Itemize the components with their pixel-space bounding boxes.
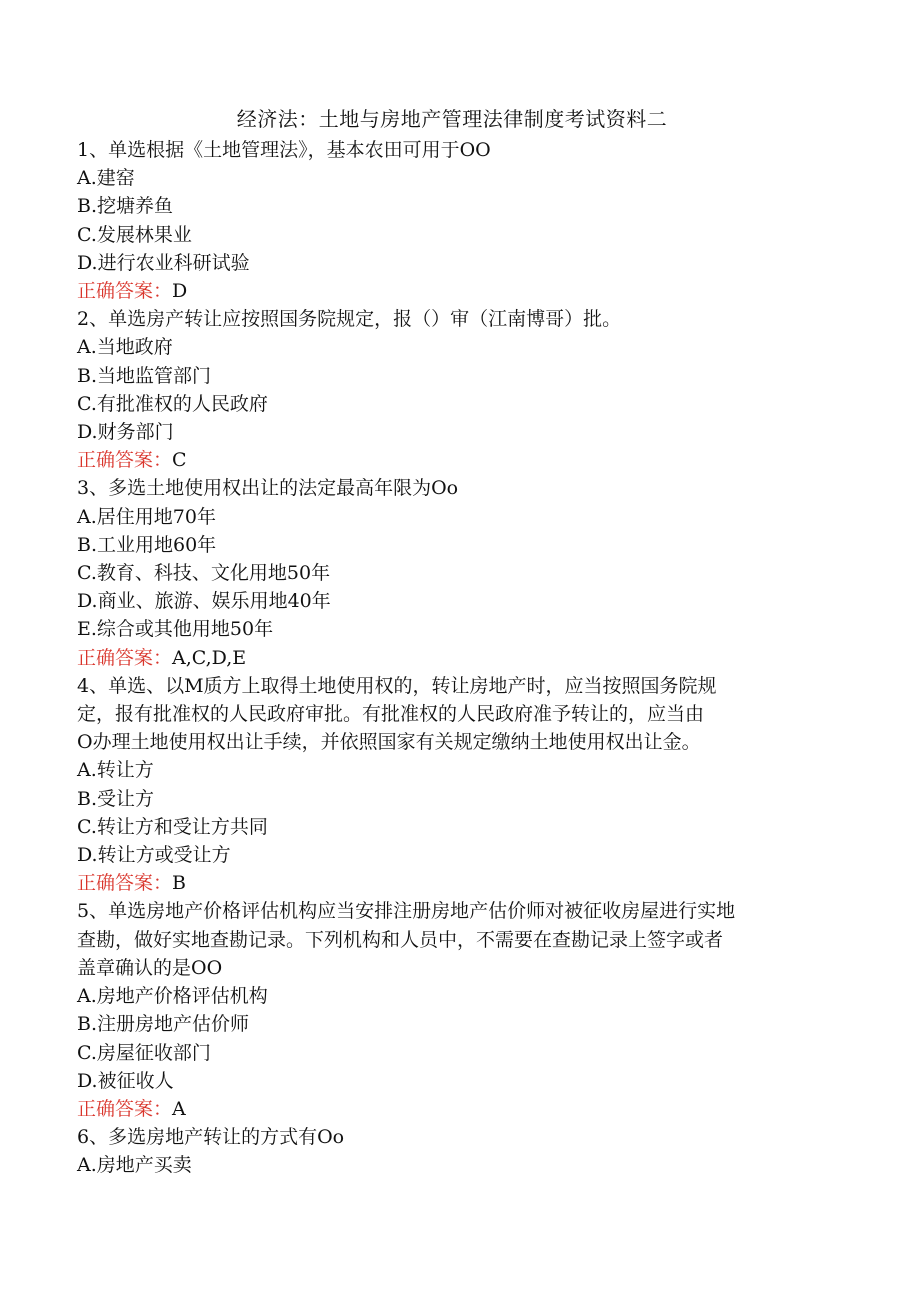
answer-value: B [172, 872, 186, 895]
option-a: A.房地产买卖 [77, 1154, 192, 1177]
option-d: D.商业、旅游、娱乐用地40年 [77, 590, 331, 613]
answer-label: 正确答案： [77, 280, 173, 303]
option-a: A.居住用地70年 [77, 505, 216, 528]
answer-value: C [172, 449, 187, 472]
document-title: 经济法：土地与房地产管理法律制度考试资料二 [236, 107, 668, 131]
question-text: 2、单选房产转让应按照国务院规定，报（）审（江南博哥）批。 [77, 308, 622, 331]
question-block [77, 305, 837, 474]
answer-label: 正确答案： [77, 449, 173, 472]
answer-value: A,C,D,E [172, 646, 247, 669]
question-text: 1、单选根据《土地管理法》，基本农田可用于OO [77, 139, 491, 161]
question-block [77, 136, 837, 305]
option-b: B.受让方 [77, 787, 155, 810]
option-c: C.转让方和受让方共同 [77, 815, 268, 838]
option-c: C.发展林果业 [77, 223, 192, 246]
answer-label: 正确答案： [77, 646, 173, 669]
option-a: A.房地产价格评估机构 [77, 985, 268, 1008]
option-b: B.挖塘养鱼 [77, 195, 174, 218]
answer-line [77, 446, 837, 474]
option-a: A.当地政府 [77, 336, 173, 359]
question-block [77, 1123, 837, 1179]
answer-label: 正确答案： [77, 1097, 173, 1120]
question-block [77, 672, 837, 898]
answer-label: 正确答案： [77, 872, 173, 895]
question-block [77, 897, 837, 1123]
question-text-line: 查勘，做好实地查勘记录。下列机构和人员中，不需要在查勘记录上签字或者 [77, 928, 724, 951]
option-c: C.有批准权的人民政府 [77, 392, 268, 415]
option-c: C.房屋征收部门 [77, 1041, 211, 1064]
option-d: D.被征收人 [77, 1069, 174, 1092]
question-block [77, 474, 837, 671]
option-d: D.财务部门 [77, 421, 174, 444]
question-text: 6、多选房地产转让的方式有Oo [77, 1126, 345, 1149]
question-text-line: 4、单选、以M质方上取得土地使用权的，转让房地产时，应当按照国务院规 [77, 674, 717, 697]
question-text-line: O办理土地使用权出让手续，并依照国家有关规定缴纳土地使用权出让金。 [77, 731, 701, 754]
answer-line [77, 277, 837, 305]
option-d: D.转让方或受让方 [77, 844, 231, 867]
answer-value: D [172, 280, 188, 303]
option-a: A.建窑 [77, 167, 135, 190]
question-text-line: 5、单选房地产价格评估机构应当安排注册房地产估价师对被征收房屋进行实地 [77, 900, 736, 923]
answer-value: A [172, 1097, 186, 1120]
question-text-line: 盖章确认的是OO [77, 956, 223, 979]
question-text: 3、多选土地使用权出让的法定最高年限为Oo [77, 477, 459, 500]
option-b: B.当地监管部门 [77, 364, 212, 387]
question-list [77, 136, 837, 1180]
option-e: E.综合或其他用地50年 [77, 618, 274, 641]
option-c: C.教育、科技、文化用地50年 [77, 562, 331, 585]
answer-line [77, 1095, 837, 1123]
option-b: B.注册房地产估价师 [77, 1013, 250, 1036]
question-text-line: 定，报有批准权的人民政府审批。有批准权的人民政府准予转让的，应当由 [77, 703, 705, 726]
answer-line [77, 644, 837, 672]
option-d: D.进行农业科研试验 [77, 251, 250, 274]
option-b: B.工业用地60年 [77, 533, 217, 556]
option-a: A.转让方 [77, 759, 154, 782]
answer-line [77, 869, 837, 897]
